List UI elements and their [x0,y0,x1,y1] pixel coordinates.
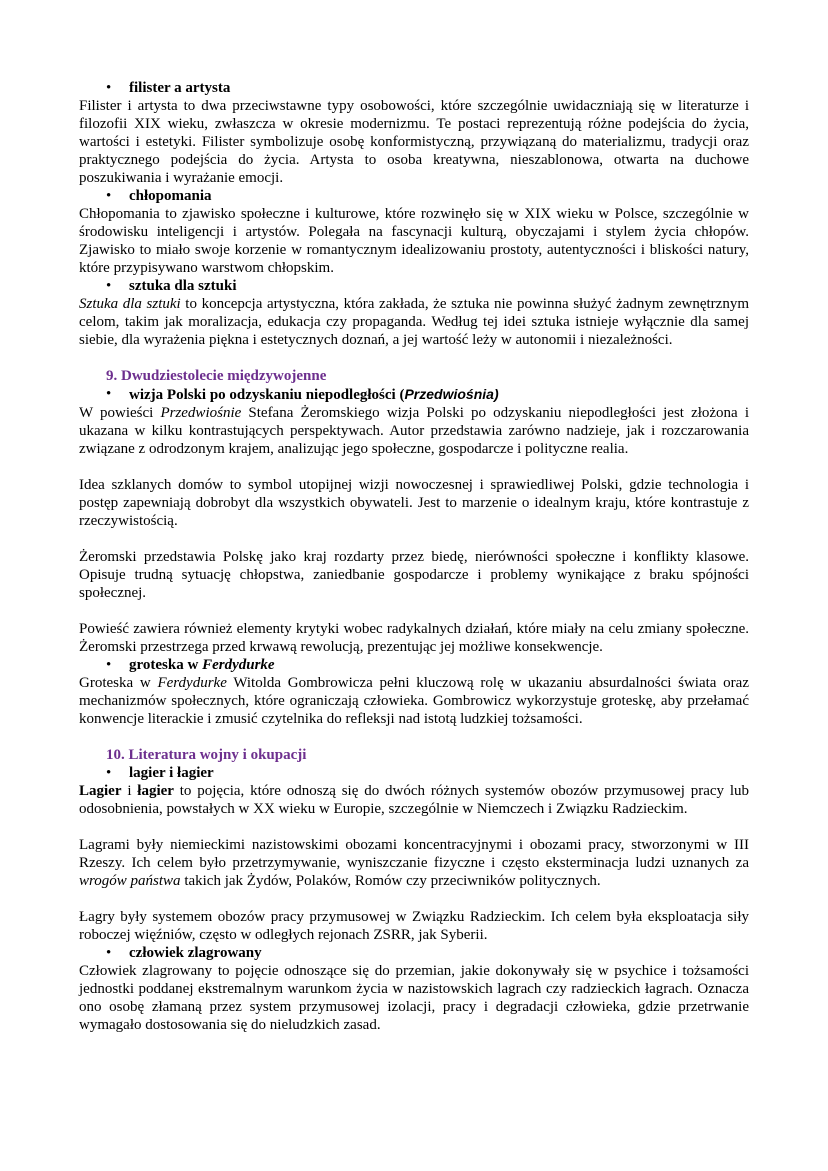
section-heading-10: 10. Literatura wojny i okupacji [106,747,307,763]
paragraph-text: to koncepcja artystyczna, która zakłada, że sztuka nie powinna służyć żadnym zewnętrznym celom, takim jak moralizacja, edukacja czy propaganda. Według tej idei sztuka istnieje wyłącznie dla samej siebie, dla wyrażenia piękna i estetycznych doznań, a jej wartość leży w autonomii i niezależności. [79,296,749,348]
paragraph-text: Stefana Żeromskiego wizja Polski po odzyskaniu niepodległości jest złożona i ukazana w kilku kontrastujących perspektywach. Autor przedstawia zarówno nadzieje, jak i rozczarowania związane z odrodzonym krajem, analizując jego społeczne, gospodarcze i polityczne realia. [79,405,749,457]
bullet-sztuka [79,277,749,295]
bullet-wizja-polski [79,385,749,404]
paragraph-przedwiosnie-3: Żeromski przedstawia Polskę jako kraj rozdarty przez biedę, nierówności społeczne i konflikty klasowe. Opisuje trudną sytuację chłopstwa, zaniedbanie gospodarcze i problemy wynikające z braku spójności społecznej. [79,549,749,601]
paragraph-text: W powieści [79,405,161,421]
bullet-title: wizja Polski po odzyskaniu niepodległości ( [129,387,405,403]
italic-term: Ferdydurke [157,675,227,691]
paragraph-przedwiosnie-2: Idea szklanych domów to symbol utopijnej wizji nowoczesnej i sprawiedliwej Polski, gdzie technologia i postęp zapewniają dobrobyt dla wszystkich obywateli. Jest to marzenie o idealnym kraju, które kontrastuje z rzeczywistością. [79,477,749,529]
paragraph-lagier-1 [79,782,749,818]
bullet-title: sztuka dla sztuki [129,278,237,294]
paragraph-groteska [79,674,749,728]
bullet-title: chłopomania [129,188,212,204]
paragraph-chlopomania: Chłopomania to zjawisko społeczne i kulturowe, które rozwinęło się w XIX wieku w Polsce, szczególnie w środowisku inteligencji i artystów. Polegała na fascynacji kulturą, obyczajami i stylem życia chłopów. Zjawisko to miało swoje korzenie w romantycznym idealizowaniu prostoty, autentyczności i bliskości natury, które przypisywano warstwom chłopskim. [79,206,749,276]
italic-term: Przedwiośnie [160,405,242,421]
bullet-chlopomania [79,187,749,205]
paragraph-sztuka [79,295,749,349]
italic-title: Przedwiośnia) [404,386,499,402]
bullet-title: lagier i łagier [129,765,214,781]
bullet-title: człowiek zlagrowany [129,945,262,961]
bullet-groteska [79,656,749,674]
paragraph-przedwiosnie-4: Powieść zawiera również elementy krytyki wobec radykalnych działań, które miały na celu zmiany społeczne. Żeromski przestrzega przed krwawą rewolucją, prezentując jej możliwe konsekwencje. [79,621,749,655]
paragraph-text: to pojęcia, które odnoszą się do dwóch różnych systemów obozów przymusowej pracy lub odosobnienia, powstałych w XX wieku w Europie, szczególnie w Niemczech i Związku Radzieckim. [79,783,749,817]
bullet-filister [79,79,749,97]
paragraph-lagier-2 [79,836,749,890]
paragraph-text: i [121,783,138,799]
section-heading-9: 9. Dwudziestolecie międzywojenne [106,368,327,384]
bullet-czlowiek-zlagrowany [79,944,749,962]
paragraph-text: Witolda Gombrowicza pełni kluczową rolę w ukazaniu absurdalności świata oraz mechanizmów społecznych, które ograniczają człowieka. Gombrowicz wykorzystuje groteskę, aby przełamać konwencje literackie i zmusić czytelnika do refleksji nad istotą ludzkiej tożsamości. [79,675,749,727]
bold-term: Lagier [79,783,122,799]
document-page [79,79,749,1034]
paragraph-filister: Filister i artysta to dwa przeciwstawne typy osobowości, które szczególnie uwidaczniają się w literaturze i filozofii XIX wieku, zwłaszcza w okresie modernizmu. Te postaci reprezentują różne podejścia do życia, wartości i estetyki. Filister symbolizuje osobę konformistyczną, przywiązaną do materializmu, tradycji oraz praktycznego podejścia do życia. Artysta to osoba kreatywna, nieszablonowa, otwarta na duchowe poszukiwania i wyrażanie emocji. [79,98,749,186]
paragraph-text: Groteska w [79,675,158,691]
italic-term: Sztuka dla sztuki [79,296,181,312]
bullet-lagier [79,764,749,782]
bullet-title: groteska w [129,657,203,673]
paragraph-text: Lagrami były niemieckimi nazistowskimi obozami koncentracyjnymi i obozami pracy, stworzonymi w III Rzeszy. Ich celem było przetrzymywanie, wyniszczanie fizyczne i często eksterminacja ludzi uznanych za [79,837,749,871]
bullet-title: filister a artysta [129,80,231,96]
paragraph-przedwiosnie-1 [79,404,749,458]
italic-title: Ferdydurke [202,657,275,673]
italic-term: wrogów państwa [79,873,181,889]
bold-term: łagier [137,783,174,799]
paragraph-lagier-3: Łagry były systemem obozów pracy przymusowej w Związku Radzieckim. Ich celem była eksploatacja siły roboczej więźniów, często w odległych rejonach ZSRR, jak Syberii. [79,909,749,943]
paragraph-text: takich jak Żydów, Polaków, Romów czy przeciwników politycznych. [180,873,601,889]
paragraph-czlowiek-zlagrowany: Człowiek zlagrowany to pojęcie odnoszące się do przemian, jakie dokonywały się w psychice i tożsamości jednostki poddanej ekstremalnym warunkom życia w nazistowskich lagrach czy radzieckich łagrach. Oznacza ono osobę złamaną przez system przymusowej izolacji, pracy i degradacji człowieka, gdzie przetrwanie wymagało dostosowania się do nieludzkich zasad. [79,963,749,1033]
